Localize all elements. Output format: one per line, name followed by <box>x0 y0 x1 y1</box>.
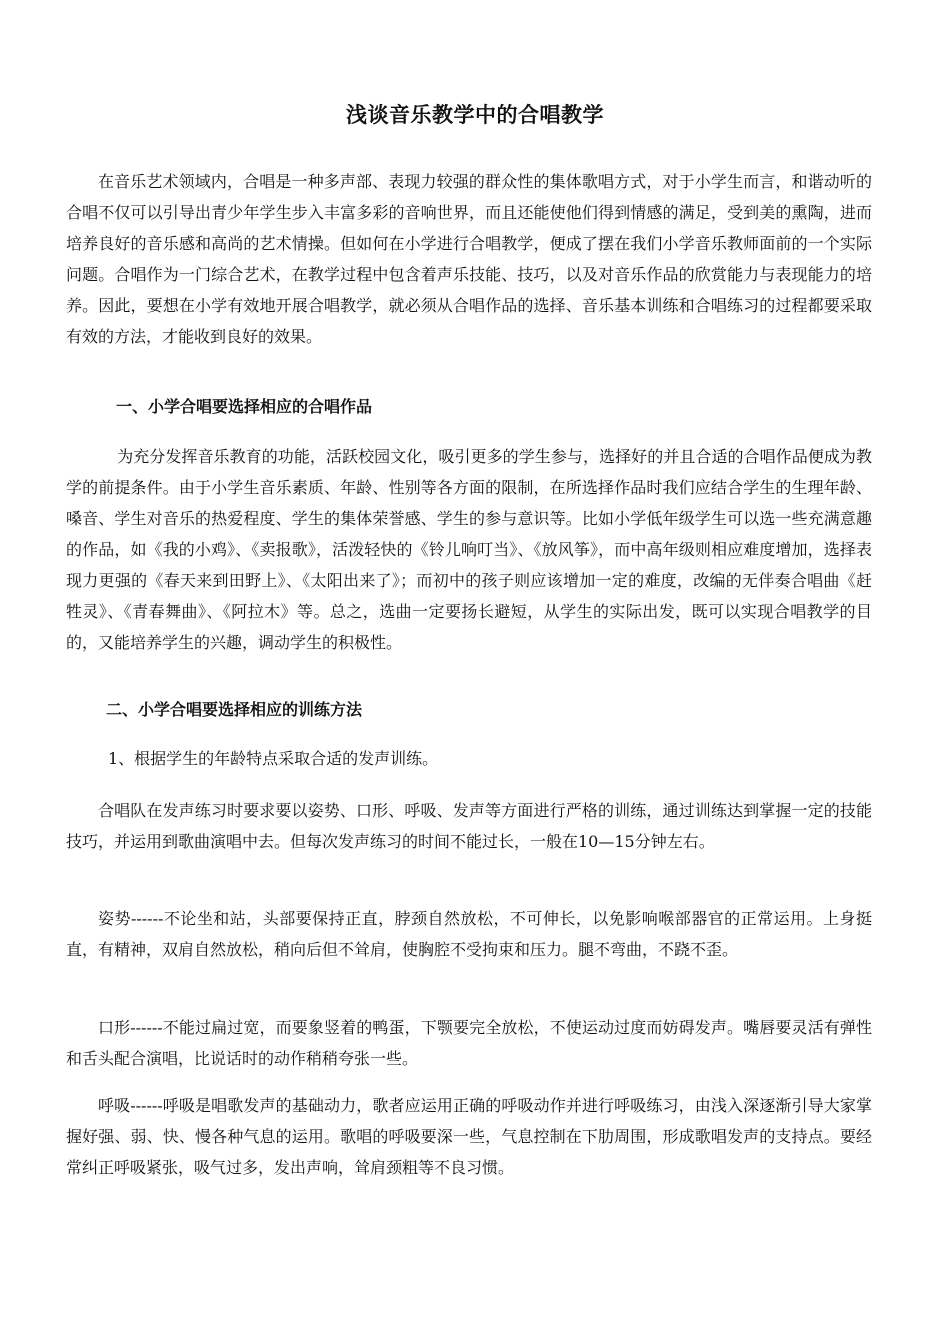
section-heading-1: 一、小学合唱要选择相应的合唱作品 <box>116 397 373 416</box>
list-item-1: 1、根据学生的年龄特点采取合适的发声训练。 <box>108 749 439 768</box>
section1-paragraph: 为充分发挥音乐教育的功能，活跃校园文化，吸引更多的学生参与，选择好的并且合适的合唱作品便成为教学的前提条件。由于小学生音乐素质、年龄、性别等各方面的限制，在所选择作品时我们应结合学生的生理年龄、嗓音、学生对音乐的热爱程度、学生的集体荣誉感、学生的参与意识等。比如小学低年级学生可以选一些充满意趣的作品，如《我的小鸡》、《卖报歌》，活泼轻快的《铃儿响叮当》、《放风筝》，而中高年级则相应难度增加，选择表现力更强的《春天来到田野上》、《太阳出来了》；而初中的孩子则应该增加一定的难度，改编的无伴奏合唱曲《赶牲灵》、《青春舞曲》、《阿拉木》等。总之，选曲一定要扬长避短，从学生的实际出发，既可以实现合唱教学的目的，又能培养学生的兴趣，调动学生的积极性。 <box>66 447 872 652</box>
intro-paragraph: 在音乐艺术领域内，合唱是一种多声部、表现力较强的群众性的集体歌唱方式，对于小学生而言，和谐动听的合唱不仅可以引导出青少年学生步入丰富多彩的音响世界，而且还能使他们得到情感的满足，受到美的熏陶，进而培养良好的音乐感和高尚的艺术情操。但如何在小学进行合唱教学，便成了摆在我们小学音乐教师面前的一个实际问题。合唱作为一门综合艺术，在教学过程中包含着声乐技能、技巧，以及对音乐作品的欣赏能力与表现能力的培养。因此，要想在小学有效地开展合唱教学，就必须从合唱作品的选择、音乐基本训练和合唱练习的过程都要采取有效的方法，才能收到良好的效果。 <box>66 172 872 346</box>
document-title: 浅谈音乐教学中的合唱教学 <box>346 103 604 127</box>
mouth-shape-paragraph: 口形------不能过扁过宽，而要象竖着的鸭蛋，下颚要完全放松，不使运动过度而妨碍发声。嘴唇要灵活有弹性和舌头配合演唱，比说话时的动作稍稍夸张一些。 <box>66 1018 872 1068</box>
section-heading-2: 二、小学合唱要选择相应的训练方法 <box>106 700 363 719</box>
training-paragraph: 合唱队在发声练习时要求要以姿势、口形、呼吸、发声等方面进行严格的训练，通过训练达到掌握一定的技能技巧，并运用到歌曲演唱中去。但每次发声练习的时间不能过长，一般在10—15分钟左右。 <box>66 801 872 851</box>
posture-paragraph: 姿势------不论坐和站，头部要保持正直，脖颈自然放松，不可伸长，以免影响喉部器官的正常运用。上身挺直，有精神，双肩自然放松，稍向后但不耸肩，使胸腔不受拘束和压力。腿不弯曲，不跷不歪。 <box>66 909 872 959</box>
breathing-paragraph: 呼吸------呼吸是唱歌发声的基础动力，歌者应运用正确的呼吸动作并进行呼吸练习，由浅入深逐渐引导大家掌握好强、弱、快、慢各种气息的运用。歌唱的呼吸要深一些，气息控制在下肋周围，形成歌唱发声的支持点。要经常纠正呼吸紧张，吸气过多，发出声响，耸肩颈粗等不良习惯。 <box>66 1096 872 1177</box>
